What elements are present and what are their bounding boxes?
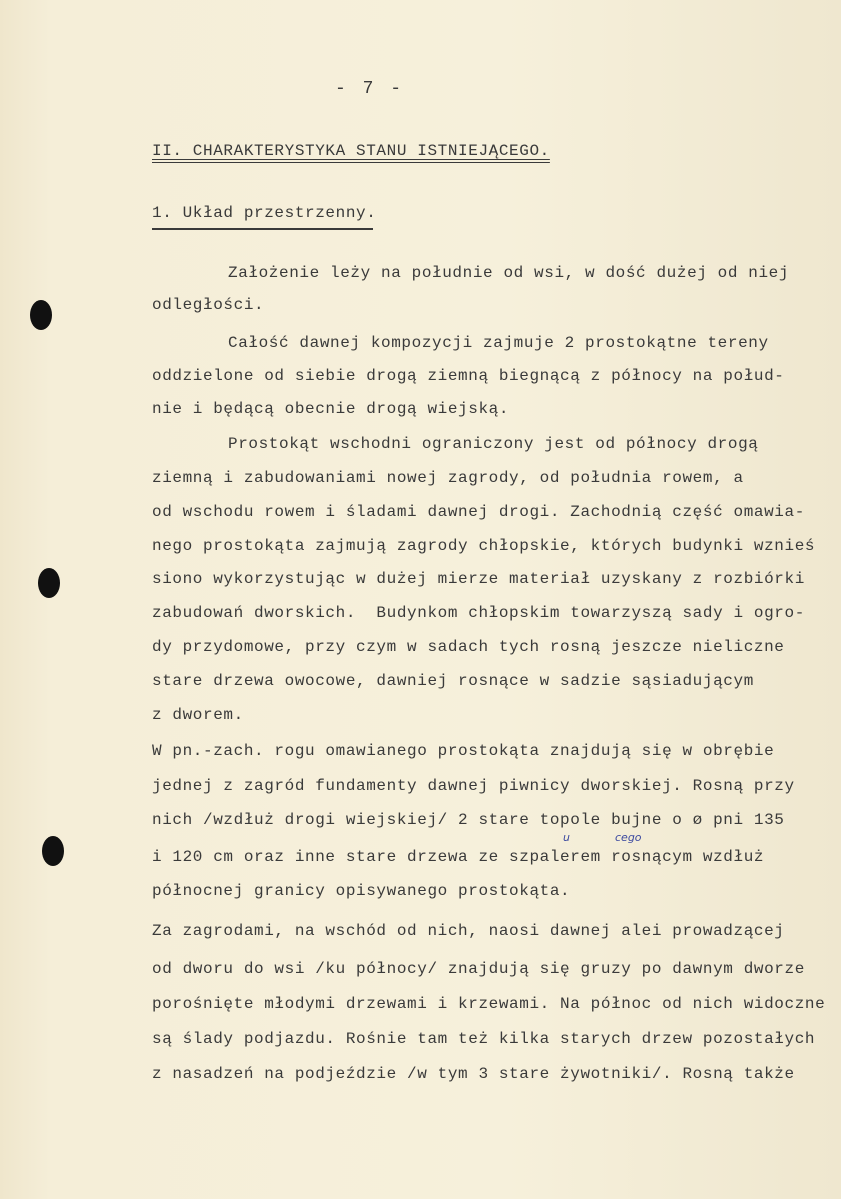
punch-hole [42, 836, 64, 866]
text-line: nich /wzdłuż drogi wiejskiej/ 2 stare topole bujne o ø pni 135 [152, 811, 785, 829]
text-line: nie i będącą obecnie drogą wiejską. [152, 400, 510, 418]
text-line: jednej z zagród fundamenty dawnej piwnicy dworskiej. Rosną przy [152, 777, 795, 795]
text-line: porośnięte młodymi drzewami i krzewami. Na północ od nich widoczne [152, 995, 826, 1013]
text-line: są ślady podjazdu. Rośnie tam też kilka starych drzew pozostałych [152, 1030, 816, 1048]
punch-hole [30, 300, 52, 330]
section-underline [152, 228, 373, 230]
handwritten-annotation: u [563, 831, 570, 844]
text-line: i 120 cm oraz inne stare drzewa ze szpalerem rosnącym wzdłuż [152, 848, 765, 866]
text-line: zabudowań dworskich. Budynkom chłopskim towarzyszą sady i ogro- [152, 604, 805, 622]
page-number: - 7 - [335, 79, 405, 99]
punch-hole [38, 568, 60, 598]
text-line: Za zagrodami, na wschód od nich, naosi dawnej alei prowadzącej [152, 922, 785, 940]
text-line: Założenie leży na południe od wsi, w dość dużej od niej [228, 264, 790, 282]
text-line: z dworem. [152, 706, 244, 724]
text-line: dy przydomowe, przy czym w sadach tych rosną jeszcze nieliczne [152, 638, 785, 656]
text-line: stare drzewa owocowe, dawniej rosnące w sadzie sąsiadującym [152, 672, 754, 690]
text-line: północnej granicy opisywanego prostokąta. [152, 882, 571, 900]
text-line: odległości. [152, 296, 265, 314]
text-line: od wschodu rowem i śladami dawnej drogi. Zachodnią część omawia- [152, 503, 805, 521]
text-line: z nasadzeń na podjeździe /w tym 3 stare żywotniki/. Rosną także [152, 1065, 795, 1083]
text-line: W pn.-zach. rogu omawianego prostokąta znajdują się w obrębie [152, 742, 775, 760]
section-heading: 1. Układ przestrzenny. [152, 204, 377, 222]
text-line: siono wykorzystując w dużej mierze materiał uzyskany z rozbiórki [152, 570, 805, 588]
text-line: Całość dawnej kompozycji zajmuje 2 prostokątne tereny [228, 334, 769, 352]
handwritten-annotation: cego [615, 831, 642, 844]
text-line: nego prostokąta zajmują zagrody chłopskie, których budynki wznieś [152, 537, 816, 555]
text-line: ziemną i zabudowaniami nowej zagrody, od południa rowem, a [152, 469, 744, 487]
text-line: od dworu do wsi /ku północy/ znajdują się gruzy po dawnym dworze [152, 960, 805, 978]
text-line: Prostokąt wschodni ograniczony jest od północy drogą [228, 435, 759, 453]
chapter-heading: II. CHARAKTERYSTYKA STANU ISTNIEJĄCEGO. [152, 142, 550, 160]
text-line: oddzielone od siebie drogą ziemną biegnącą z północy na połud- [152, 367, 785, 385]
